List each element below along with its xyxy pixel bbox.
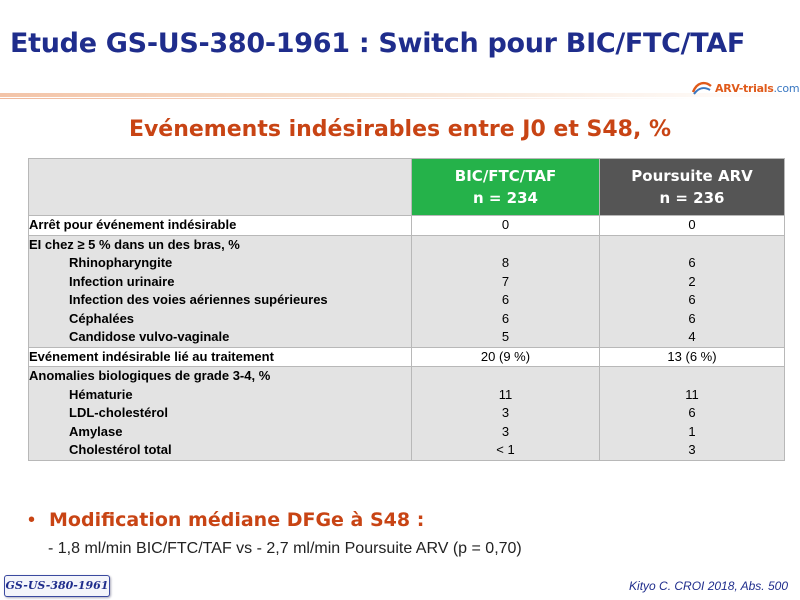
sub-row-label: Hématurie: [69, 386, 133, 402]
sub-row-value-a: 11: [498, 386, 513, 402]
sub-row-value-b: 4: [688, 329, 696, 344]
adverse-events-table: [28, 158, 785, 461]
header-bic-ftc-taf: [412, 159, 600, 216]
header-a-line2: n = 234: [472, 189, 538, 207]
header-poursuite-arv: [600, 159, 785, 216]
title-underline-thin: [0, 98, 700, 99]
sub-row-value-a: 5: [501, 329, 510, 344]
header-b-line1: Poursuite ARV: [631, 167, 753, 185]
slide-title: Etude GS-US-380-1961 : Switch pour BIC/FTC/TAF: [10, 28, 746, 59]
sub-row-value-b: 1: [688, 423, 696, 439]
bullet-text: Modification médiane DFGe à S48 :: [49, 509, 425, 531]
title-underline: [0, 93, 800, 97]
arv-trials-logo: [692, 78, 799, 98]
sub-row-label: Infection des voies aériennes supérieures: [69, 292, 328, 307]
sub-row-value-b: 6: [688, 310, 696, 326]
logo-suffix: .com: [773, 81, 800, 95]
sub-row-value-a: 6: [501, 292, 510, 307]
row-values-a: [412, 235, 600, 347]
sub-row-value-b: 3: [688, 442, 696, 457]
row-label-group: [29, 367, 412, 461]
row-value-b: 13 (6 %): [600, 347, 785, 367]
logo-name: ARV-trials: [715, 81, 774, 95]
header-a-line1: BIC/FTC/TAF: [454, 167, 557, 185]
row-value-a: 0: [412, 216, 600, 236]
table-row: [29, 216, 785, 236]
sub-row-value-a: < 1: [496, 442, 515, 457]
sub-row-value-b: 11: [685, 386, 699, 402]
row-group-title: EI chez ≥ 5 % dans un des bras, %: [29, 236, 240, 252]
row-values-b: [600, 235, 785, 347]
row-label: Arrêt pour événement indésirable: [29, 216, 412, 236]
sub-row-value-a: 6: [501, 310, 510, 326]
sub-row-value-b: 6: [688, 292, 696, 307]
row-label: Evénement indésirable lié au traitement: [29, 347, 412, 367]
table-row: [29, 347, 785, 367]
row-values-b: [600, 367, 785, 461]
row-values-a: [412, 367, 600, 461]
sub-row-label: Amylase: [69, 423, 123, 439]
sub-row-value-b: 6: [688, 255, 696, 270]
sub-row-value-a: 7: [501, 273, 510, 289]
study-tag: GS-US-380-1961: [4, 575, 110, 597]
sub-row-label: Cholestérol total: [69, 442, 172, 457]
egfr-bullet: [28, 509, 424, 532]
bullet-icon: •: [28, 509, 36, 531]
sub-row-label: Candidose vulvo-vaginale: [69, 329, 230, 344]
bullet-subtext: - 1,8 ml/min BIC/FTC/TAF vs - 2,7 ml/min Poursuite ARV (p = 0,70): [48, 540, 522, 557]
table-row: [29, 367, 785, 461]
citation: Kityo C. CROI 2018, Abs. 500: [629, 579, 788, 593]
row-value-b: 0: [600, 216, 785, 236]
row-value-a: 20 (9 %): [412, 347, 600, 367]
header-b-line2: n = 236: [659, 189, 725, 207]
sub-row-value-b: 6: [688, 405, 696, 420]
sub-row-label: LDL-cholestérol: [69, 405, 168, 420]
sub-row-label: Céphalées: [69, 310, 135, 326]
sub-row-value-a: 3: [501, 423, 510, 439]
sub-row-value-a: 3: [501, 405, 510, 420]
table-header-row: [29, 159, 785, 216]
sub-row-value-a: 8: [501, 255, 510, 270]
sub-row-value-b: 2: [688, 273, 696, 289]
sub-row-label: Infection urinaire: [69, 273, 175, 289]
row-group-title: Anomalies biologiques de grade 3-4, %: [29, 368, 271, 383]
sub-row-label: Rhinopharyngite: [69, 255, 173, 270]
header-blank-cell: [29, 159, 412, 216]
arv-logo-icon: [692, 80, 712, 96]
row-label-group: [29, 235, 412, 347]
table-row: [29, 235, 785, 347]
section-title: Evénements indésirables entre J0 et S48, %: [128, 117, 672, 142]
